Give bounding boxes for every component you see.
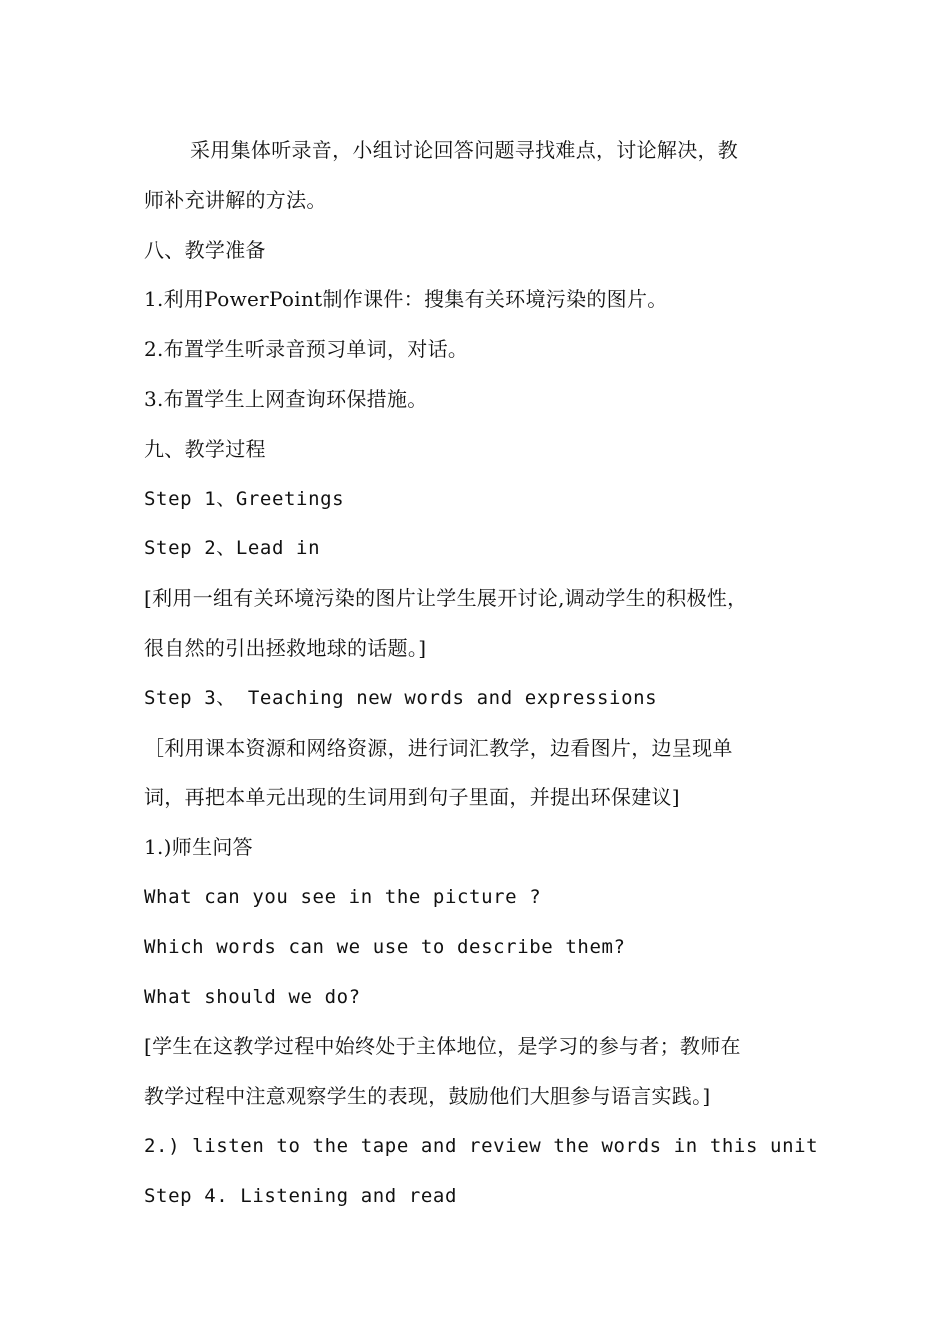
question-2: Which words can we use to describe them? <box>144 935 626 958</box>
section-heading-process: 九、教学过程 <box>144 436 266 461</box>
step-2-note-line-2: 很自然的引出拯救地球的话题。] <box>144 635 427 660</box>
step-3-note-line-2: 词，再把本单元出现的生词用到句子里面，并提出环保建议] <box>144 785 680 810</box>
step-1-heading: Step 1、Greetings <box>144 487 345 510</box>
preparation-item-1: 1.利用PowerPoint制作课件：搜集有关环境污染的图片。 <box>144 287 668 312</box>
preparation-item-3: 3.布置学生上网查询环保措施。 <box>144 386 428 411</box>
step-3-note-line-1: ［利用课本资源和网络资源，进行词汇教学，边看图片，边呈现单 <box>144 735 733 760</box>
step-2-note-line-1: [利用一组有关环境污染的图片让学生展开讨论,调动学生的积极性， <box>144 586 748 611</box>
sub-step-1-note-line-2: 教学过程中注意观察学生的表现，鼓励他们大胆参与语言实践。] <box>144 1084 711 1109</box>
question-3: What should we do? <box>144 985 361 1008</box>
preparation-item-2: 2.布置学生听录音预习单词，对话。 <box>144 337 469 362</box>
sub-step-2-heading: 2.) listen to the tape and review the words in this unit <box>144 1134 819 1157</box>
paragraph-method-line-2: 师补充讲解的方法。 <box>144 187 327 212</box>
step-4-heading: Step 4. Listening and read <box>144 1184 458 1207</box>
step-3-heading: Step 3、 Teaching new words and expressions <box>144 686 658 709</box>
question-1: What can you see in the picture ? <box>144 885 542 908</box>
paragraph-method-line-1: 采用集体听录音，小组讨论回答问题寻找难点，讨论解决，教 <box>190 138 739 162</box>
section-heading-preparation: 八、教学准备 <box>144 237 266 262</box>
step-2-heading: Step 2、Lead in <box>144 537 321 560</box>
sub-step-1-heading: 1.)师生问答 <box>144 835 253 860</box>
sub-step-1-note-line-1: [学生在这教学过程中始终处于主体地位，是学习的参与者；教师在 <box>144 1034 741 1059</box>
document-body <box>144 126 819 1222</box>
